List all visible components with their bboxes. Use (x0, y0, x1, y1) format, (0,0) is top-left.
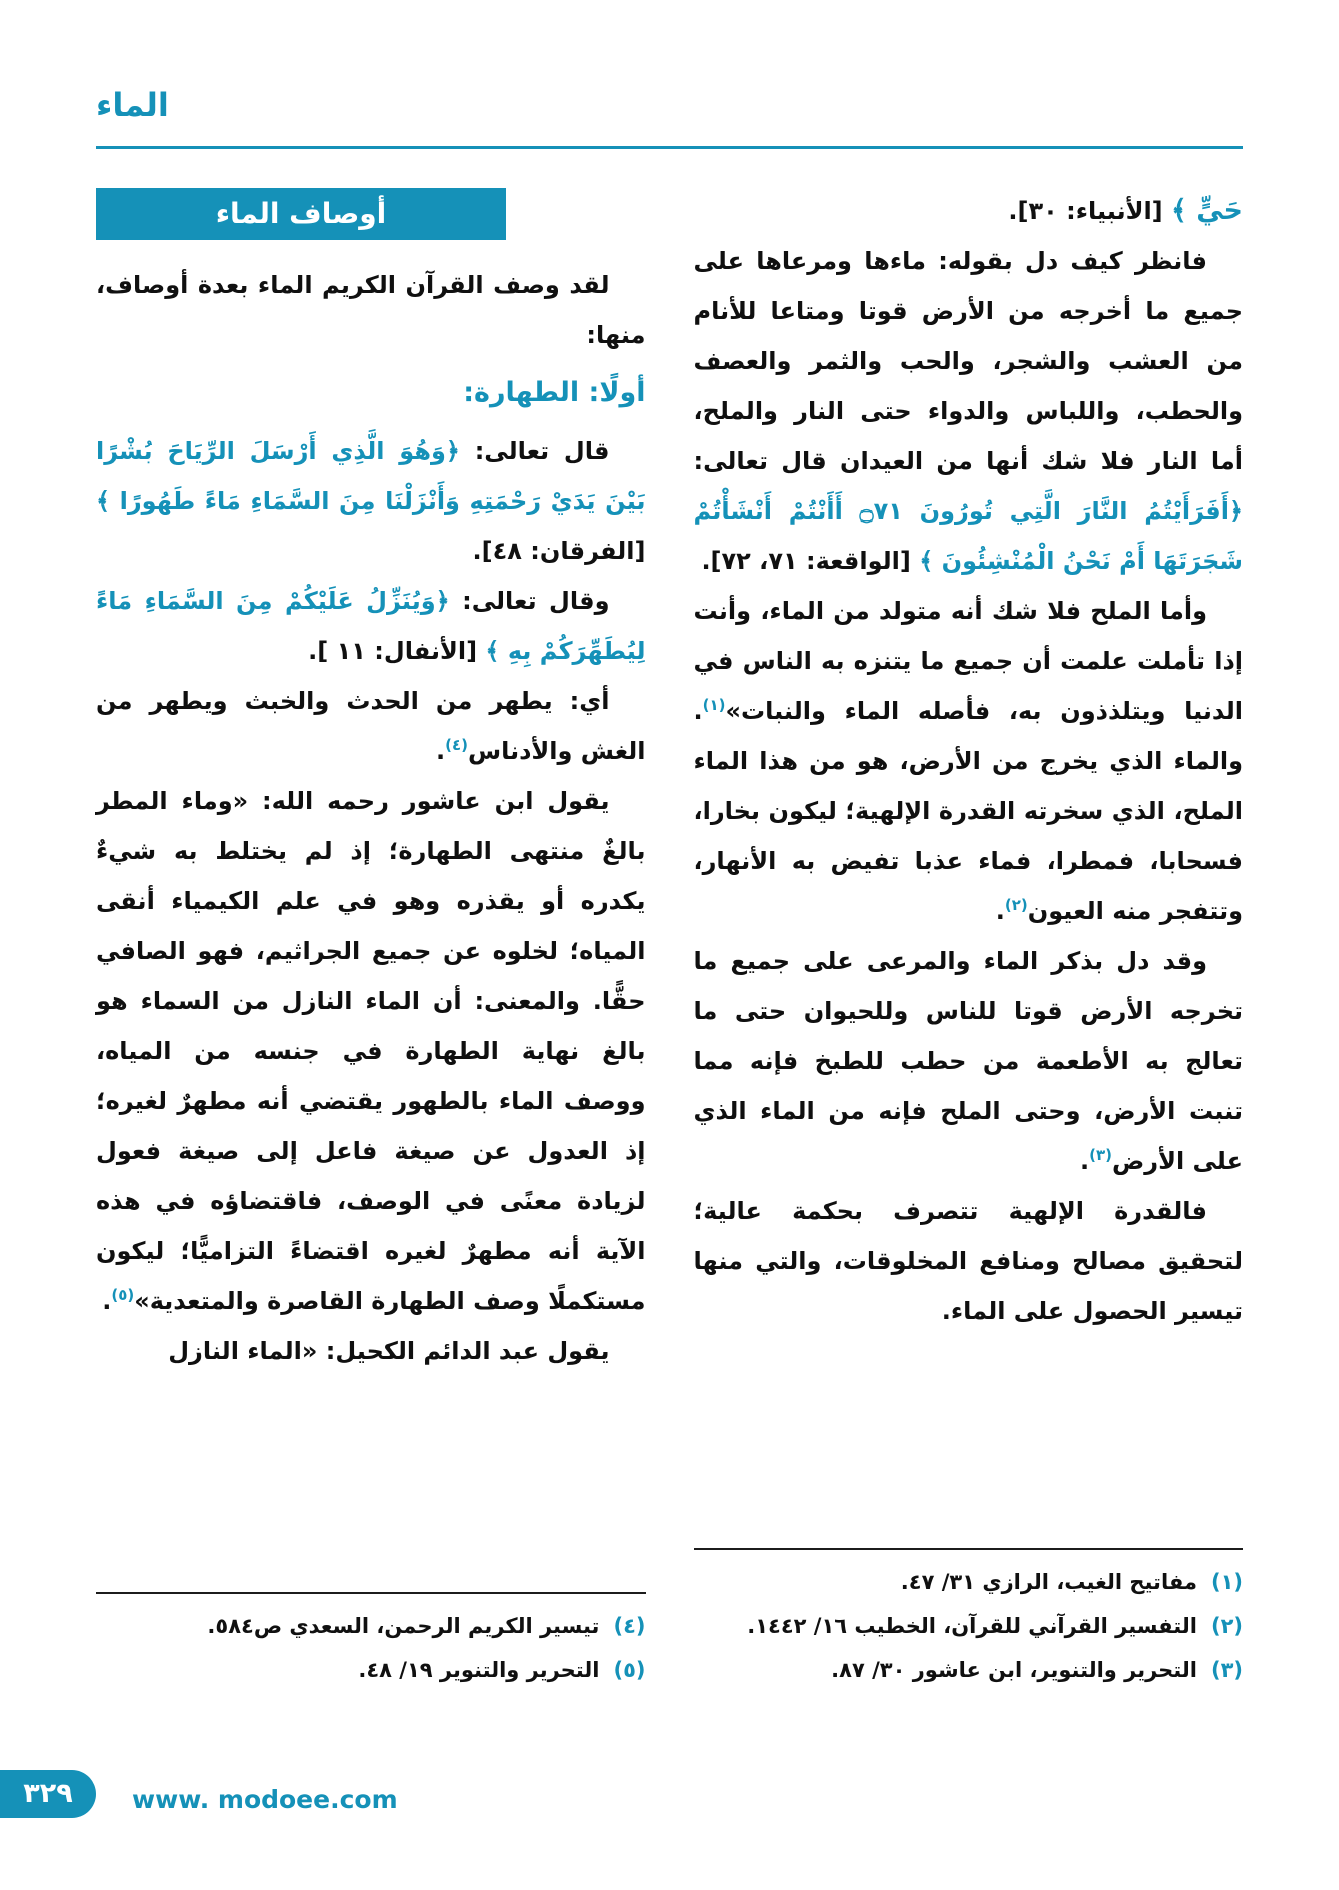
page-number-badge (0, 1770, 96, 1818)
body-text: وقال تعالى: (449, 587, 610, 615)
footnote-marker: (٥) (111, 1286, 135, 1304)
running-head-title: الماء (96, 86, 169, 124)
body-text: . (1079, 1147, 1090, 1175)
section-header (96, 188, 506, 240)
quran-verse-fragment: حَيٍّ ﴾ (1171, 195, 1243, 226)
body-text: . (102, 1287, 112, 1315)
paragraph (96, 1326, 646, 1376)
body-text: لقد وصف القرآن الكريم الماء بعدة أوصاف، منها: (96, 271, 646, 349)
header-rule (96, 146, 1243, 149)
verse-continuation-line (694, 186, 1244, 236)
footnote (694, 1560, 1244, 1604)
body-text: يقول عبد الدائم الكحيل: «الماء النازل (168, 1337, 610, 1365)
footnotes-left (96, 1592, 646, 1692)
verse-reference: [الواقعة: ٧١، ٧٢]. (701, 547, 920, 575)
body-text: يقول ابن عاشور رحمه الله: «وماء المطر بالغٌ منتهى الطهارة؛ إذ لم يختلط به شيءٌ يكدره أو يقذره وهو في علم الكيمياء أنقى المياه؛ لخلوه عن جميع الجراثيم، فهو الصافي حقًّا. والمعنى: أن الماء النازل من السماء هو بالغ نهاية الطهارة في جنسه من المياه، ووصف الماء بالطهور يقتضي أنه مطهرٌ لغيره؛ إذ العدول عن صيغة فاعل إلى صيغة فعول لزيادة معنًى في الوصف، فاقتضاؤه في هذه الآية أنه مطهرٌ لغيره اقتضاءً التزاميًّا؛ ليكون مستكملًا وصف الطهارة القاصرة والمتعدية» (96, 787, 646, 1315)
section-title: أوصاف الماء (215, 197, 387, 230)
footnote (96, 1648, 646, 1692)
subsection-heading (96, 368, 646, 418)
paragraph (694, 586, 1244, 936)
footnote-marker: (٤) (445, 736, 468, 754)
paragraph (96, 776, 646, 1326)
body-text: أي: يطهر من الحدث والخبث ويطهر من الغش والأدناس (96, 687, 646, 765)
heading-text: أولًا: الطهارة: (463, 377, 646, 408)
footnotes-right (694, 1548, 1244, 1692)
body-text: . (995, 897, 1005, 925)
footnote-text: التحرير والتنوير ١٩/ ٤٨. (358, 1658, 600, 1682)
paragraph (96, 426, 646, 576)
footnote-number: (٥) (613, 1658, 646, 1682)
right-column (694, 186, 1244, 1692)
body-text: وأما الملح فلا شك أنه متولد من الماء، وأنت إذا تأملت علمت أن جميع ما يتنزه به الناس في الدنيا ويتلذذون به، فأصله الماء والنبات» (693, 597, 1243, 725)
footnote-number: (٣) (1210, 1658, 1243, 1682)
paragraph (694, 936, 1244, 1186)
footnote-text: مفاتيح الغيب، الرازي ٣١/ ٤٧. (900, 1570, 1197, 1594)
verse-reference: [الأنبياء: ٣٠]. (1008, 197, 1163, 225)
paragraph (694, 1186, 1244, 1336)
footnote-separator (694, 1548, 1244, 1550)
paragraph (96, 676, 646, 776)
footnote-marker: (٣) (1089, 1146, 1112, 1164)
content-columns (96, 186, 1243, 1692)
body-text: قال تعالى: (459, 437, 610, 465)
footnote-text: تيسير الكريم الرحمن، السعدي ص٥٨٤. (207, 1614, 600, 1638)
body-text: . (435, 737, 446, 765)
footnote-marker: (٢) (1004, 896, 1028, 914)
body-text: فانظر كيف دل بقوله: ماءها ومرعاها على جميع ما أخرجه من الأرض قوتا ومتاعا للأنام من العشب والشجر، والحب والثمر والعصف والحطب، واللباس والدواء حتى النار والملح، أما النار فلا شك أنها من العيدان قال تعالى: (693, 247, 1243, 475)
footnote (694, 1604, 1244, 1648)
footnote-text: التفسير القرآني للقرآن، الخطيب ١٦/ ١٤٤٢. (747, 1614, 1197, 1638)
paragraph (96, 260, 646, 360)
page-number: ٣٢٩ (23, 1778, 73, 1809)
footnote-number: (٤) (613, 1614, 646, 1638)
body-text: فالقدرة الإلهية تتصرف بحكمة عالية؛ لتحقيق مصالح ومنافع المخلوقات، والتي منها تيسير الحصول على الماء. (693, 1197, 1243, 1325)
footnote (694, 1648, 1244, 1692)
paragraph (694, 236, 1244, 586)
quran-verse: ﴿وَهُوَ الَّذِي أَرْسَلَ الرِّيَاحَ بُشْرًا بَيْنَ يَدَيْ رَحْمَتِهِ وَأَنْزَلْنَا مِنَ السَّمَاءِ مَاءً طَهُورًا ﴾ (96, 437, 646, 515)
footnote-text: التحرير والتنوير، ابن عاشور ٣٠/ ٨٧. (831, 1658, 1197, 1682)
website-url: www. modoee.com (132, 1785, 398, 1814)
footnote-number: (٢) (1210, 1614, 1243, 1638)
quran-verse: ﴿أَفَرَأَيْتُمُ النَّارَ الَّتِي تُورُونَ ۝٧١ أَأَنْتُمْ أَنْشَأْتُمْ شَجَرَتَهَا أَمْ نَحْنُ الْمُنْشِئُونَ ﴾ (693, 497, 1244, 575)
paragraph (96, 576, 646, 676)
body-text: وقد دل بذكر الماء والمرعى على جميع ما تخرجه الأرض قوتا للناس وللحيوان حتى ما تعالج به الأطعمة من حطب للطبخ فإنه مما تنبت الأرض، وحتى الملح فإنه من الماء الذي على الأرض (693, 947, 1243, 1175)
left-column (96, 186, 646, 1692)
footnote-separator (96, 1592, 646, 1594)
footnote (96, 1604, 646, 1648)
footnote-marker: (١) (702, 696, 726, 714)
quran-verse: ﴿وَيُنَزِّلُ عَلَيْكُمْ مِنَ السَّمَاءِ مَاءً لِيُطَهِّرَكُمْ بِهِ ﴾ (96, 587, 646, 665)
footnote-number: (١) (1210, 1570, 1243, 1594)
verse-reference: [الأنفال: ١١ ]. (308, 637, 486, 665)
body-text: . والماء الذي يخرج من الأرض، هو من هذا الماء الملح، الذي سخرته القدرة الإلهية؛ ليكون بخارا، فسحابا، فمطرا، فماء عذبا تفيض به الأنهار، وتتفجر منه العيون (693, 697, 1243, 925)
verse-reference: [الفرقان: ٤٨]. (472, 537, 646, 565)
